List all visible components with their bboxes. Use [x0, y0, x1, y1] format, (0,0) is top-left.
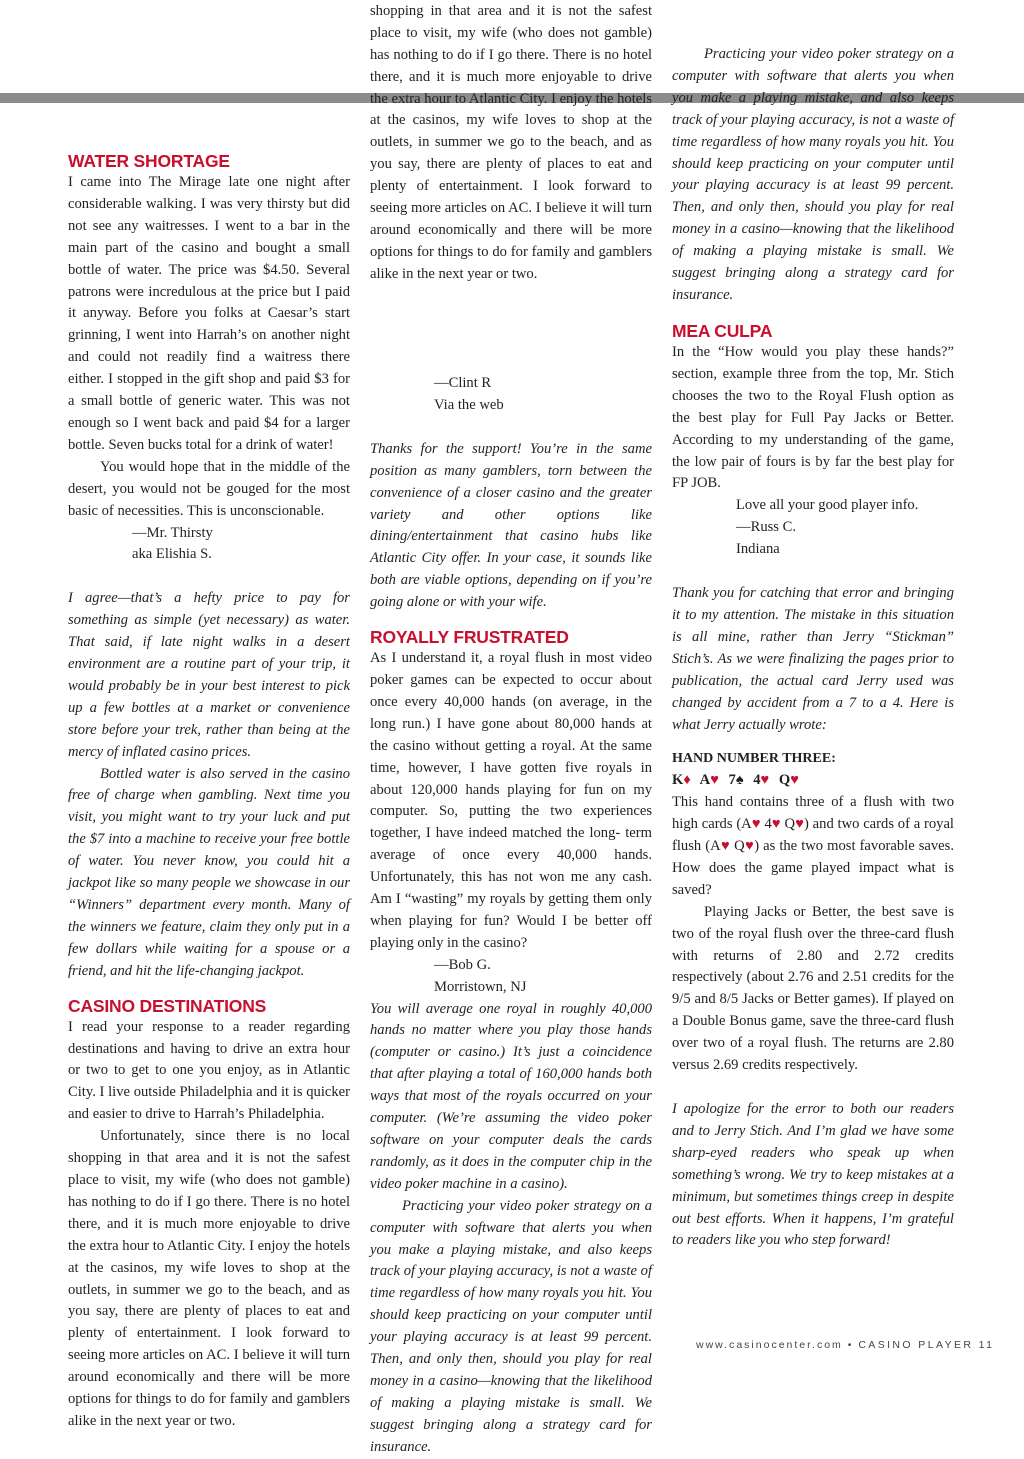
- water-letter-p1: I came into The Mirage late one night after considerable walking. I was very thirsty but did not see any waitresses. I went to a bar in the main part of the casino and bought a small bottle of water. The price was $4.50. Several patrons were incredulous at the price but I paid it anyway. Before you folks at Caesar’s start grinning, I went into Harrah’s on another night and could not readily find a waitress there either. I stopped in the gift shop and paid $3 for a small bottle of generic water. This was not enough so I went back and paid $4 for a larger bottle. Seven bucks total for a drink of water!: [68, 174, 350, 453]
- heart-icon: ♥: [710, 772, 719, 789]
- hand-number-three-heading: HAND NUMBER THREE:: [672, 751, 836, 767]
- destinations-reply: Thanks for the support! You’re in the same position as many gamblers, torn between the convenience of a closer casino and the greater variety and other options like dining/entertainment that casino hubs like Atlantic City offer. In your case, it sounds like both are viable options, depending on if you’re going alone or with your wife.: [370, 440, 652, 611]
- card-1: K♦: [672, 772, 691, 789]
- water-signature-alias: aka Elishia S.: [132, 546, 212, 563]
- culpa-signature-location: Indiana: [736, 541, 780, 558]
- hand-cards: [672, 770, 954, 792]
- royally-signature: —Bob G.: [434, 956, 491, 973]
- page-footer: [696, 1339, 995, 1351]
- water-reply-p1: I agree—that’s a hefty price to pay for something as simple (yet necessary) as water. That said, if late night walks in a desert environment are a routine part of your trip, it would probably be in your best interest to pick up a few bottles at a market or convenience store before your trek, rather than being at the mercy of inflated casino prices.: [68, 590, 350, 760]
- water-signature: —Mr. Thirsty: [132, 524, 213, 541]
- destinations-signature: —Clint R: [434, 375, 492, 391]
- culpa-letter-p1: In the “How would you play these hands?” section, example three from the top, Mr. Stich chooses the two to the Royal Flush option as the best play for Full Pay Jacks or Better. According to my understanding of the game, the low pair of fours is by far the best play for FP JOB.: [672, 344, 954, 492]
- mea-culpa-heading: MEA CULPA: [672, 321, 773, 341]
- royally-signature-location: Morristown, NJ: [434, 978, 527, 995]
- column-2: [370, 2, 652, 1455]
- card-2: A♥: [699, 772, 719, 789]
- spade-icon: ♠: [735, 772, 744, 789]
- royally-reply-continued: [672, 46, 954, 308]
- water-letter-p2: You would hope that in the middle of the desert, you would not be gouged for the most basic of necessities. This is unconscionable.: [68, 458, 350, 519]
- water-shortage-heading: WATER SHORTAGE: [68, 151, 230, 171]
- heart-icon: ♥: [751, 816, 761, 833]
- destinations-signature-source: Via the web: [434, 396, 504, 413]
- heart-icon: ♥: [795, 816, 805, 833]
- royally-reply-p1: You will average one royal in roughly 40,000 hands no matter where you play those hands (computer or casino.) It’s just a coincidence that after playing a total of 160,000 hands both ways that most of the royals occurred on your computer. (We’re assuming the video poker software on your computer deals the cards randomly, as it does in the computer chip in the video poker machine in a casino).: [370, 1000, 652, 1192]
- footer-website: www.casinocenter.com: [696, 1339, 843, 1351]
- destinations-p2-continuation: shopping in that area and it is not the safest place to visit, my wife (who does not gamble) has nothing to do if I go there. There is no hotel there, and it is much more enjoyable to drive the extra hour to Atlantic City. I enjoy the hotels at the casinos, my wife loves to shop at the outlets, in summer we go to the beach, and as you say, there are plenty of places to eat and plenty of entertainment. I look forward to seeing more articles on AC. I believe it will turn around economically and there will be more options for things to do for family and gamblers alike in the next year or two.: [370, 2, 652, 282]
- culpa-signature: —Russ C.: [736, 519, 797, 536]
- culpa-reply-p1: Thank you for catching that error and bringing it to my attention. The mistake in this situation is all mine, rather than Jerry “Stickman” Stich’s. As we were finalizing the pages prior to publication, the actual card Jerry used was changed by accident from a 7 to a 4. Here is what Jerry actually wrote:: [672, 585, 954, 733]
- card-4: 4♥: [753, 772, 770, 789]
- casino-destinations-heading: CASINO DESTINATIONS: [68, 995, 267, 1016]
- heart-icon: ♥: [771, 816, 781, 833]
- heart-icon: ♥: [790, 772, 799, 789]
- destinations-letter-p2: Unfortunately, since there is no local shopping in that area and it is not the safest place to visit, my wife (who does not gamble) has nothing to do if I go there. There is no hotel there, and it is much more enjoyable to drive the extra hour to Atlantic City. I enjoy the hotels at the casinos, my wife loves to shop at the outlets, in summer we go to the beach, and as you say, there are plenty of places to eat and plenty of entertainment. I look forward to seeing more articles on AC. I believe it will turn around economically and there will be more options for things to do for family and gamblers alike in the next year or two.: [68, 1128, 350, 1429]
- footer-bullet: •: [847, 1339, 854, 1351]
- heart-icon: ♥: [720, 838, 731, 855]
- royally-reply-p2: Practicing your video poker strategy on a computer with software that alerts you when you make a playing mistake, and also keeps track of your playing accuracy, is not a waste of time regardless of how many royals you hit. You should keep practicing on your computer until your playing accuracy is at least 99 percent. Then, and only then, should you play for real money in a casino—knowing that the likelihood of making a playing mistake is small. We suggest bringing along a strategy card for insurance.: [370, 1197, 652, 1455]
- heart-icon: ♥: [744, 838, 755, 855]
- footer-magazine-page: CASINO PLAYER 11: [858, 1339, 995, 1351]
- column-3: [672, 46, 954, 1252]
- heart-icon: ♥: [760, 772, 770, 789]
- hand-analysis-p2: Playing Jacks or Better, the best save is two of the royal flush over the three-card flush with returns of 2.80 and 2.72 credits respectively (about 2.76 and 2.51 credits for the 9/5 and 8/5 Jacks or Better games). If played on a Double Bonus game, save the three-card flush over two of a royal flush. The returns are 2.80 versus 2.69 credits respectively.: [672, 903, 954, 1074]
- destinations-letter-p1: I read your response to a reader regarding destinations and having to drive an extra hour or two to get to one you enjoy, as in Atlantic City. I live outside Philadelphia and it is quicker and easier to drive to Harrah’s Philadelphia.: [68, 1018, 350, 1123]
- royally-frustrated-heading: ROYALLY FRUSTRATED: [370, 627, 569, 648]
- culpa-signoff: Love all your good player info.: [736, 497, 919, 514]
- destinations-letter-continued: [370, 2, 652, 373]
- card-3: 7♠: [728, 772, 744, 789]
- water-reply-p2: Bottled water is also served in the casino free of charge when gambling. Next time you visit, you might want to try your luck and put the $7 into a machine to receive your free bottle of water. You never know, you could hit a jackpot like so many people we showcase in our “Winners” department every month. Many of the winners we feature, claim they only put in a few dollars while waiting for a spouse or a friend, and hit the life-changing jackpot.: [68, 765, 350, 979]
- hand-analysis-p1: This hand contains three of a flush with two high cards (A♥ 4♥ Q♥) and two cards of a royal flush (A♥ Q♥) as the two most favorable saves. How does the game played impact what is saved?: [672, 794, 954, 898]
- culpa-reply-p2: I apologize for the error to both our readers and to Jerry Stich. And I’m glad we have some sharp-eyed readers who speak up when something’s wrong. We try to keep mistakes at a minimum, but sometimes things creep in despite out best efforts. When it happens, I’m grateful to readers like you who step forward!: [672, 1101, 954, 1249]
- diamond-icon: ♦: [683, 772, 691, 789]
- column-1: [68, 150, 350, 1429]
- royally-reply-p2-continuation: Practicing your video poker strategy on a computer with software that alerts you when you make a playing mistake, and also keeps track of your playing accuracy, is not a waste of time regardless of how many royals you hit. You should keep practicing on your computer until your playing accuracy is at least 99 percent. Then, and only then, should you play for real money in a casino—knowing that the likelihood of making a playing mistake is small. We suggest bringing along a strategy card for insurance.: [672, 46, 954, 303]
- card-5: Q♥: [778, 772, 799, 789]
- royally-letter-p1: As I understand it, a royal flush in most video poker games can be expected to occur about once every 40,000 hands (on average, in the long run.) I have gone about 80,000 hands at the casino without getting a royal. At the same time, however, I have gotten five royals in about 120,000 hands playing for fun on my computer. So, putting the two experiences together, I have indeed matched the long- term average of once every 40,000 hands. Unfortunately, this has not won me any cash. Am I “wasting” my royals by getting them only when playing for fun? Would I be better off playing only in the casino?: [370, 650, 652, 951]
